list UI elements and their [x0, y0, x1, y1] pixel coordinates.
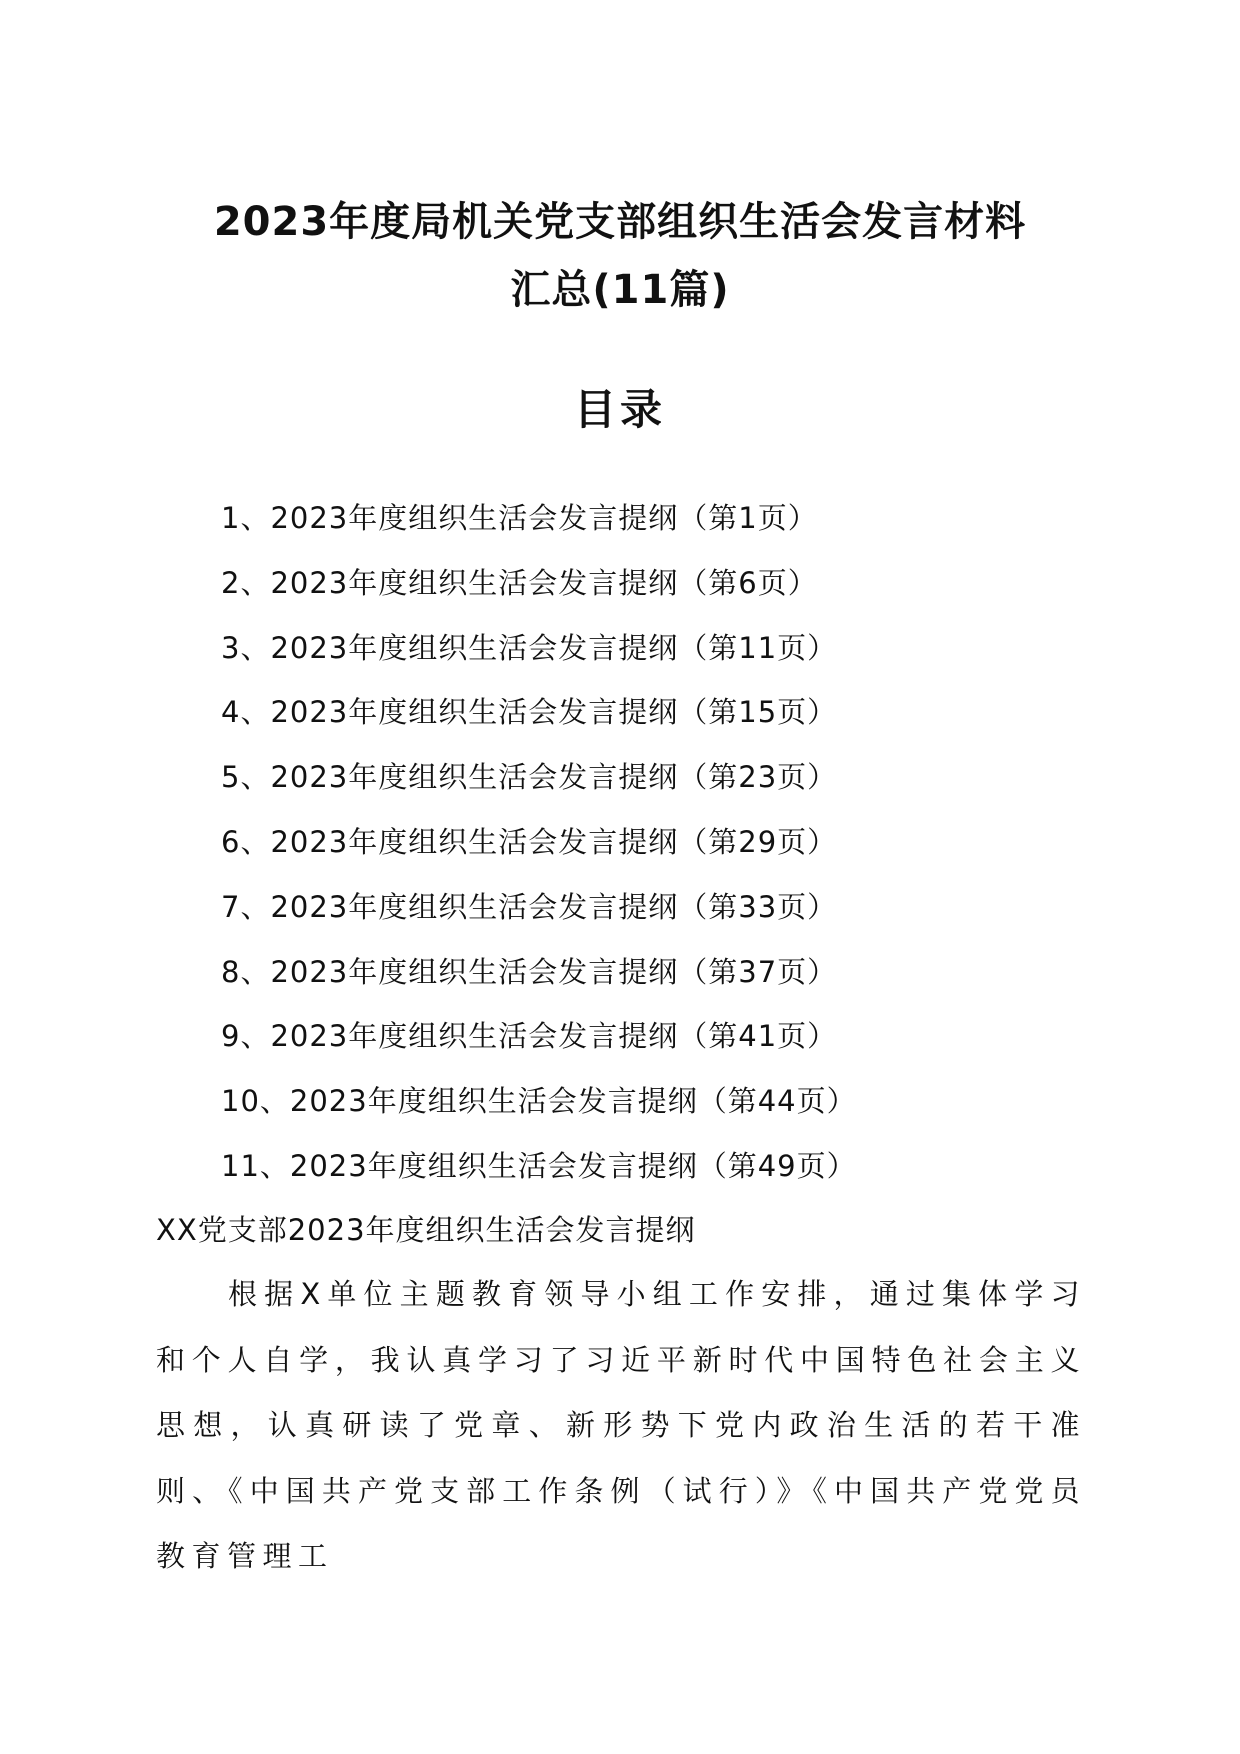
toc-item[interactable]: 4、2023年度组织生活会发言提纲（第15页）	[221, 695, 838, 730]
toc-item[interactable]: 5、2023年度组织生活会发言提纲（第23页）	[221, 760, 838, 795]
toc-item[interactable]: 8、2023年度组织生活会发言提纲（第37页）	[221, 954, 838, 989]
toc-item[interactable]: 6、2023年度组织生活会发言提纲（第29页）	[221, 824, 838, 859]
table-of-contents	[221, 486, 857, 1199]
document-title-line-2: 汇总(11篇)	[510, 267, 730, 313]
toc-item[interactable]: 3、2023年度组织生活会发言提纲（第11页）	[221, 630, 838, 665]
toc-item[interactable]: 10、2023年度组织生活会发言提纲（第44页）	[221, 1084, 857, 1119]
toc-item[interactable]: 2、2023年度组织生活会发言提纲（第6页）	[221, 565, 818, 600]
toc-item[interactable]: 7、2023年度组织生活会发言提纲（第33页）	[221, 889, 838, 924]
section-heading: XX党支部2023年度组织生活会发言提纲	[156, 1213, 696, 1247]
body-paragraph: 根据X单位主题教育领导小组工作安排，通过集体学习和个人自学，我认真学习了习近平新时代中国特色社会主义思想，认真研读了党章、新形势下党内政治生活的若干准则、《中国共产党支部工作条例（试行）》《中国共产党党员教育管理工	[156, 1277, 1086, 1573]
toc-item[interactable]: 1、2023年度组织生活会发言提纲（第1页）	[221, 501, 818, 535]
toc-item[interactable]: 11、2023年度组织生活会发言提纲（第49页）	[221, 1148, 857, 1183]
document-title-line-1: 2023年度局机关党支部组织生活会发言材料	[213, 199, 1027, 245]
toc-heading: 目录	[573, 385, 666, 434]
toc-item[interactable]: 9、2023年度组织生活会发言提纲（第41页）	[221, 1019, 838, 1054]
